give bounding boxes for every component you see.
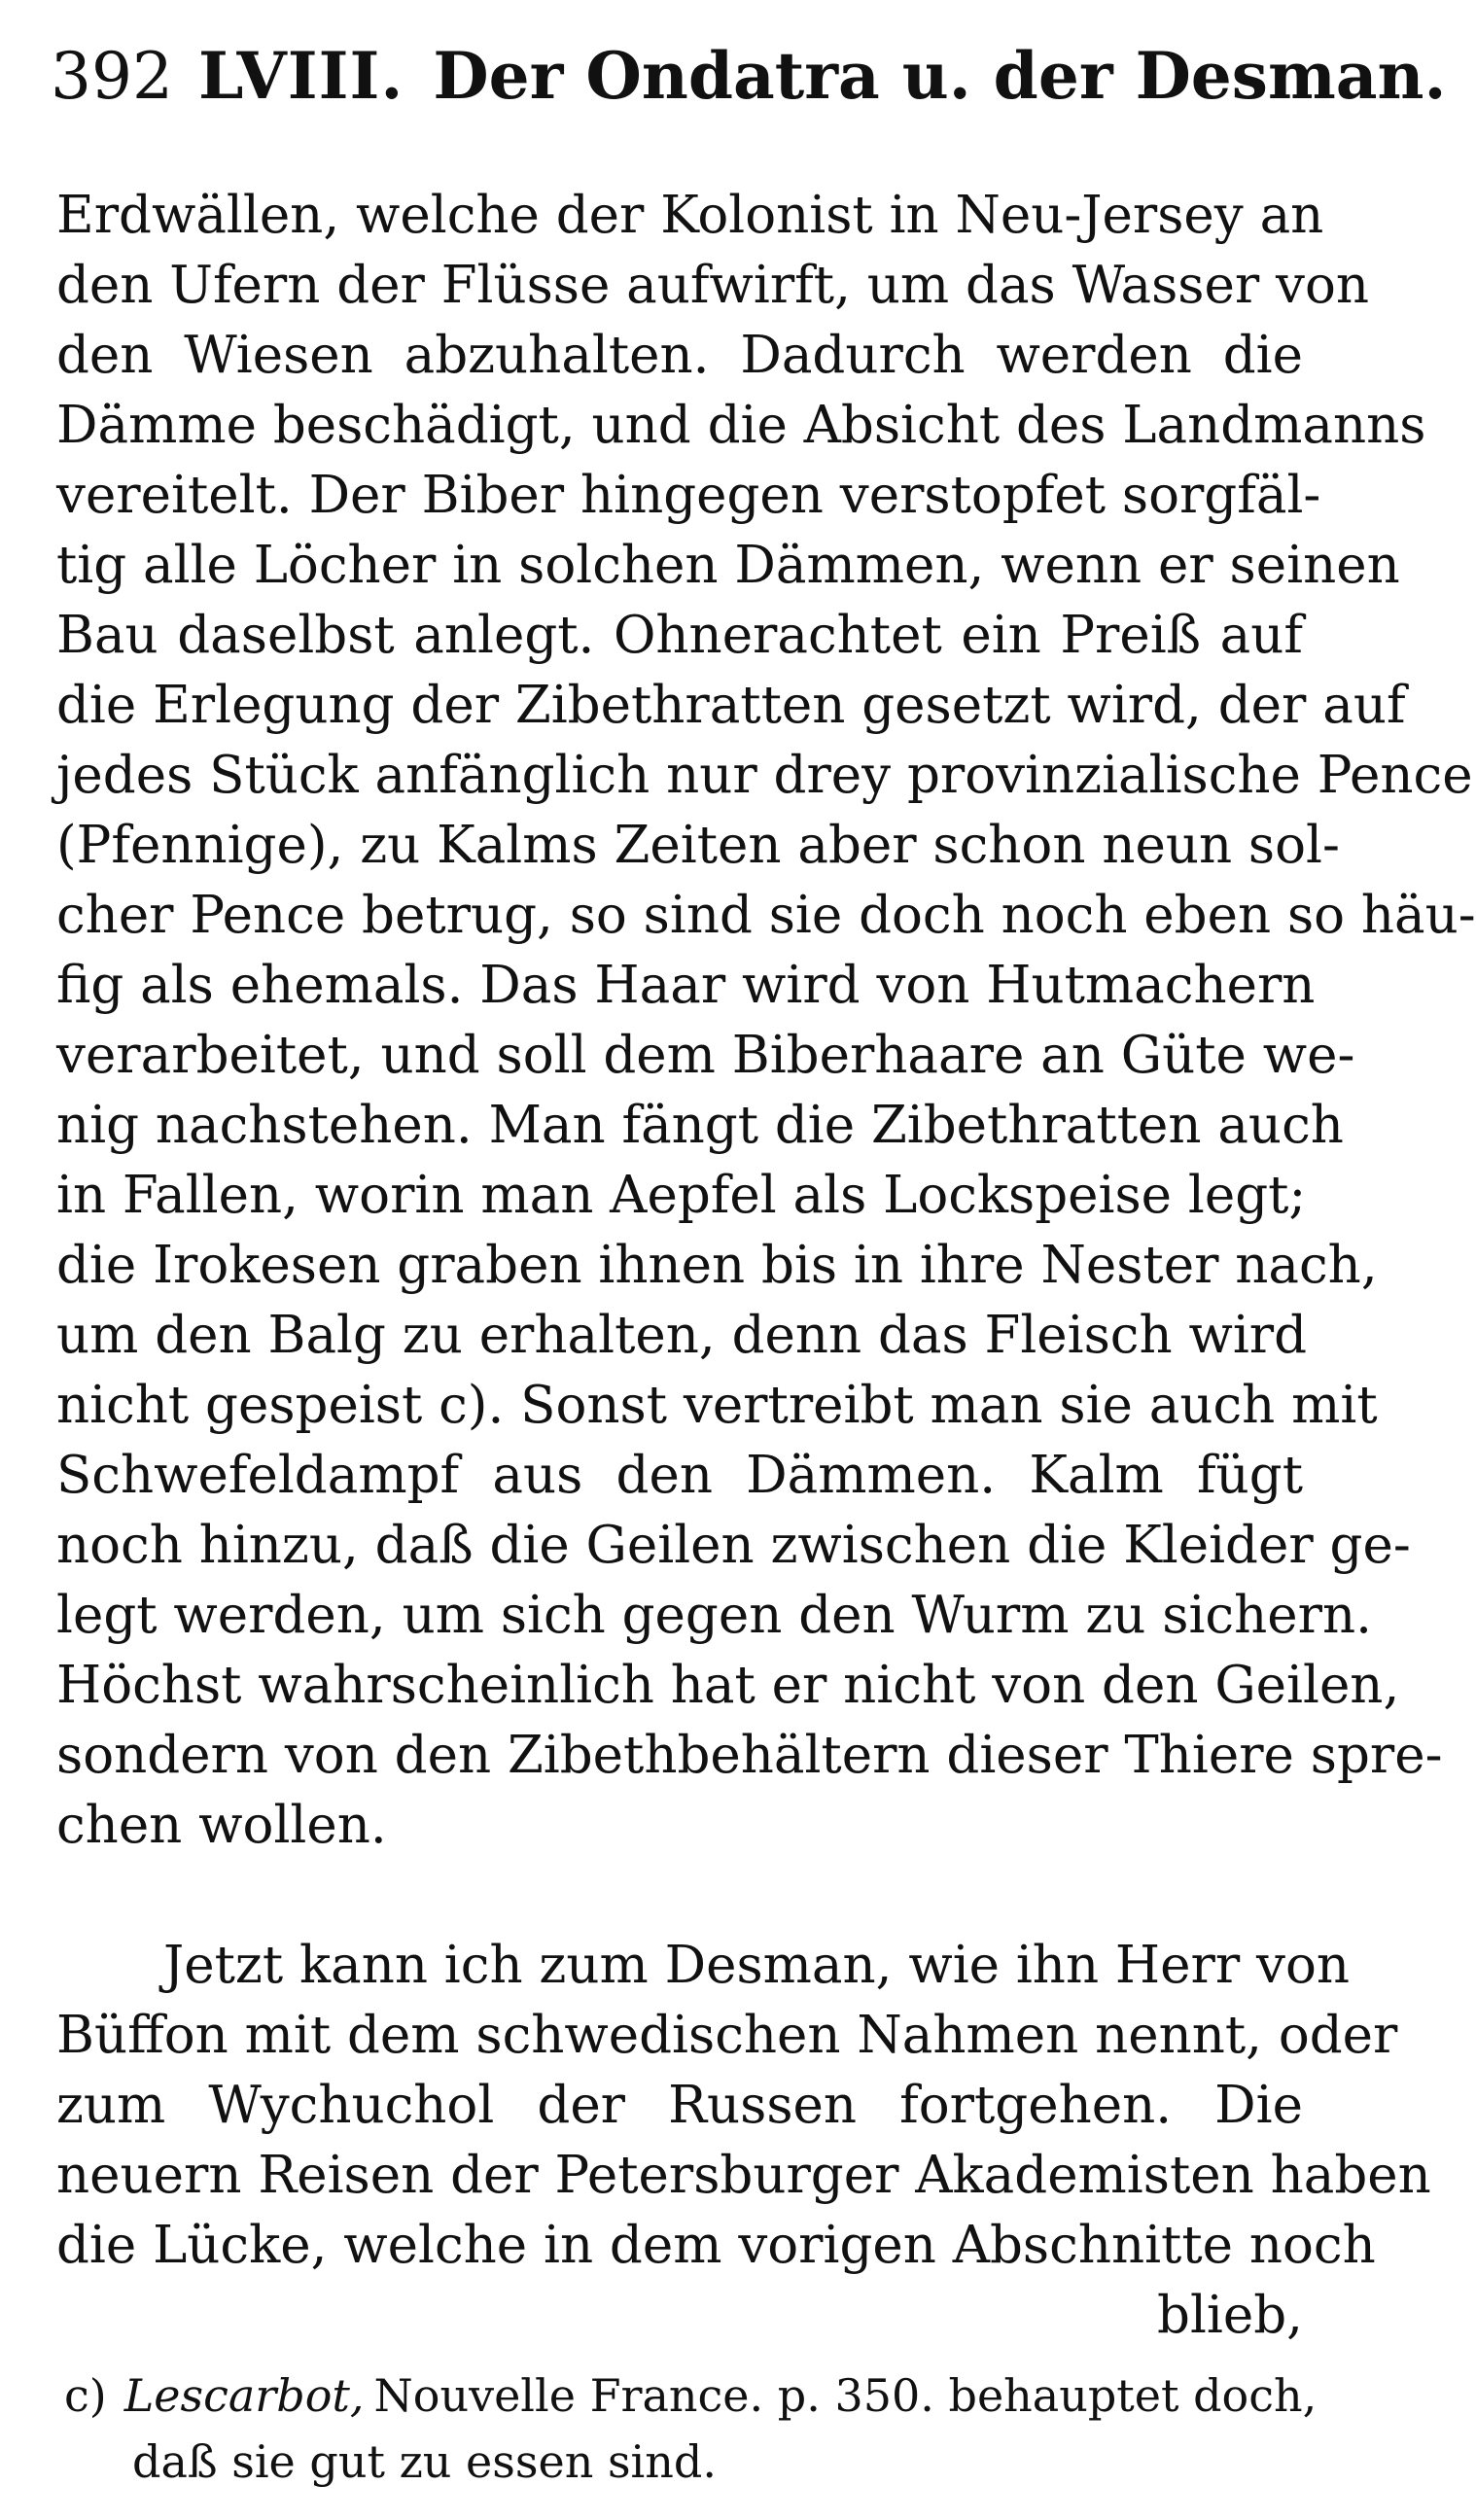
text-line: Schwefeldampf aus den Dämmen. Kalm fügt bbox=[56, 1446, 1303, 1505]
footnote-author: Lescarbot, bbox=[123, 2369, 365, 2422]
text-line: Erdwällen, welche der Kolonist in Neu-Jersey an bbox=[56, 186, 1324, 245]
footnote-line: daß sie gut zu essen sind. bbox=[132, 2435, 717, 2488]
text-line: jedes Stück anfänglich nur drey provinzialische Pence bbox=[56, 746, 1473, 805]
footnote-mark: c) bbox=[64, 2369, 107, 2422]
body-text bbox=[56, 181, 1476, 2351]
text-line: tig alle Löcher in solchen Dämmen, wenn er seinen bbox=[56, 536, 1400, 595]
page-number: 392 bbox=[51, 39, 173, 114]
text-line: noch hinzu, daß die Geilen zwischen die Kleider ge- bbox=[56, 1516, 1411, 1575]
text-line: Büffon mit dem schwedischen Nahmen nennt, oder bbox=[56, 2006, 1398, 2065]
paragraph-desman bbox=[56, 1931, 1431, 2351]
text-line: Bau daselbst anlegt. Ohnerachtet ein Preiß auf bbox=[56, 606, 1303, 665]
paragraph-ondatra bbox=[56, 181, 1476, 1861]
running-head bbox=[51, 27, 1447, 124]
text-line: zum Wychuchol der Russen fortgehen. Die bbox=[56, 2076, 1303, 2135]
text-line: neuern Reisen der Petersburger Akademisten haben bbox=[56, 2146, 1431, 2205]
text-line: den Wiesen abzuhalten. Dadurch werden die bbox=[56, 326, 1303, 385]
text-line: blieb, bbox=[1157, 2286, 1303, 2345]
text-line: nicht gespeist c). Sonst vertreibt man sie auch mit bbox=[56, 1376, 1378, 1435]
paragraph-spacer bbox=[56, 1861, 1303, 1931]
text-line: um den Balg zu erhalten, denn das Fleisch wird bbox=[56, 1306, 1308, 1365]
text-line: cher Pence betrug, so sind sie doch noch eben so häu- bbox=[56, 886, 1476, 945]
text-line: Höchst wahrscheinlich hat er nicht von den Geilen, bbox=[56, 1656, 1400, 1715]
text-line: vereitelt. Der Biber hingegen verstopfet sorgfäl- bbox=[56, 466, 1321, 525]
text-line: Dämme beschädigt, und die Absicht des Landmanns bbox=[56, 396, 1426, 455]
text-line: legt werden, um sich gegen den Wurm zu sichern. bbox=[56, 1586, 1372, 1645]
chapter-number: LVIII. bbox=[197, 38, 404, 114]
text-line: nig nachstehen. Man fängt die Zibethratten auch bbox=[56, 1096, 1344, 1155]
footnote-line bbox=[64, 2362, 1318, 2429]
text-line: die Erlegung der Zibethratten gesetzt wird, der auf bbox=[56, 676, 1406, 735]
text-line: Jetzt kann ich zum Desman, wie ihn Herr von bbox=[163, 1936, 1351, 1995]
footnote bbox=[64, 2362, 1318, 2495]
text-line: fig als ehemals. Das Haar wird von Hutmachern bbox=[56, 956, 1316, 1015]
text-line: sondern von den Zibethbehältern dieser Thiere spre- bbox=[56, 1726, 1443, 1785]
page-title: Der Ondatra u. der Desman. bbox=[433, 38, 1447, 114]
text-line: den Ufern der Flüsse aufwirft, um das Wasser von bbox=[56, 256, 1369, 315]
footnote-text: Nouvelle France. p. 350. behauptet doch, bbox=[373, 2369, 1318, 2422]
text-line: die Lücke, welche in dem vorigen Abschnitte noch bbox=[56, 2216, 1376, 2275]
text-line: chen wollen. bbox=[56, 1796, 387, 1855]
text-line: (Pfennige), zu Kalms Zeiten aber schon neun sol- bbox=[56, 816, 1340, 875]
text-line: in Fallen, worin man Aepfel als Lockspeise legt; bbox=[56, 1166, 1307, 1225]
text-line: die Irokesen graben ihnen bis in ihre Nester nach, bbox=[56, 1236, 1378, 1295]
text-line: verarbeitet, und soll dem Biberhaare an Güte we- bbox=[56, 1026, 1355, 1085]
